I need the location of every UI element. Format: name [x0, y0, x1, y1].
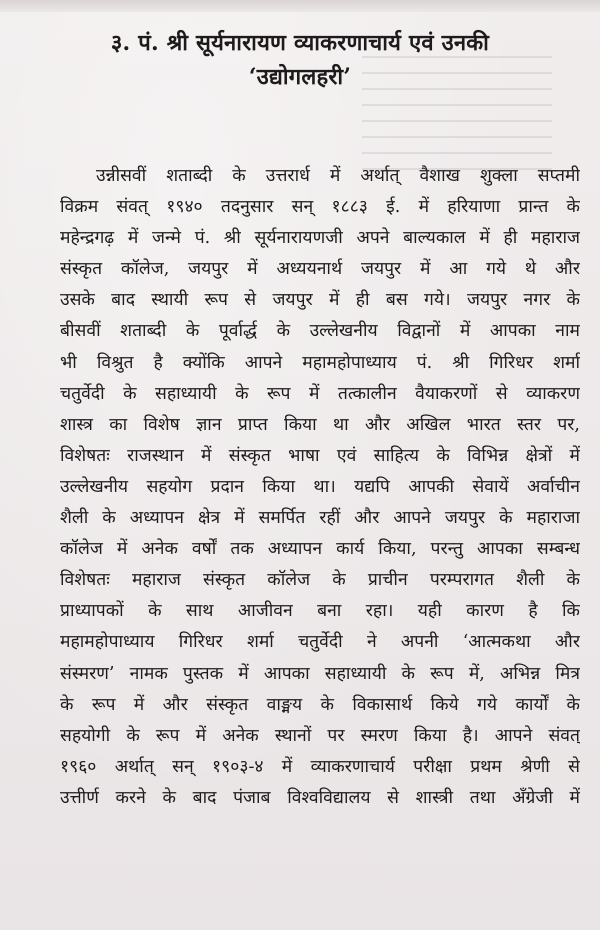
text-line: उत्तीर्ण करने के बाद पंजाब विश्वविद्यालय से शास्त्री तथा अँग्रेजी में	[60, 787, 580, 808]
text-line: उसके बाद स्थायी रूप से जयपुर में ही बस गये। जयपुर नगर के	[60, 290, 580, 311]
chapter-title-line-2: ‘उद्योगलहरी’	[248, 64, 352, 90]
text-line: संस्मरण’ नामक पुस्तक में आपका सहाध्यायी के रूप में, अभिन्न मित्र	[60, 663, 580, 684]
text-line: प्राध्यापकों के साथ आजीवन बना रहा। यही कारण है कि	[60, 601, 580, 622]
text-line: उल्लेखनीय सहयोग प्रदान किया था। यद्यपि आपकी सेवायें अर्वाचीन	[60, 476, 580, 497]
body-paragraph	[60, 161, 580, 814]
text-line: शैली के अध्यापन क्षेत्र में समर्पित रहीं और आपने जयपुर के महाराजा	[60, 508, 580, 529]
text-line: चतुर्वेदी के सहाध्यायी के रूप में तत्कालीन वैयाकरणों से व्याकरण	[60, 383, 580, 404]
text-line: १९६० अर्थात् सन् १९०३-४ में व्याकरणाचार्य परीक्षा प्रथम श्रेणी से	[60, 756, 580, 777]
text-line: महेन्द्रगढ़ में जन्मे पं. श्री सूर्यनारायणजी अपने बाल्यकाल में ही महाराज	[60, 228, 580, 249]
text-line: विशेषतः राजस्थान में संस्कृत भाषा एवं साहित्य के विभिन्न क्षेत्रों में	[60, 445, 580, 466]
text-line: शास्त्र का विशेष ज्ञान प्राप्त किया था और अखिल भारत स्तर पर,	[60, 414, 580, 435]
text-line: उन्नीसवीं शताब्दी के उत्तरार्ध में अर्थात् वैशाख शुक्ला सप्तमी	[96, 166, 580, 186]
page-edge	[0, 0, 600, 12]
text-line: बीसवीं शताब्दी के पूर्वार्द्ध के उल्लेखनीय विद्वानों में आपका नाम	[60, 321, 580, 342]
chapter-title-line-1: ३. पं. श्री सूर्यनारायण व्याकरणाचार्य एवं उनकी	[110, 30, 490, 56]
text-line: के रूप में और संस्कृत वाङ्मय के विकासार्थ किये गये कार्यों के	[60, 694, 580, 715]
text-line: भी विश्रुत है क्योंकि आपने महामहोपाध्याय पं. श्री गिरिधर शर्मा	[60, 352, 580, 373]
chapter-title	[0, 26, 600, 94]
text-line: कॉलेज में अनेक वर्षों तक अध्यापन कार्य किया, परन्तु आपका सम्बन्ध	[60, 539, 580, 560]
text-line: विशेषतः महाराज संस्कृत कॉलेज के प्राचीन परम्परागत शैली के	[60, 570, 580, 591]
text-line: विक्रम संवत् १९४० तदनुसार सन् १८८३ ई. में हरियाणा प्रान्त के	[60, 197, 580, 218]
text-line: सहयोगी के रूप में अनेक स्थानों पर स्मरण किया है। आपने संवत्	[60, 725, 580, 746]
text-line: महामहोपाध्याय गिरिधर शर्मा चतुर्वेदी ने अपनी ‘आत्मकथा और	[60, 632, 580, 653]
text-line: संस्कृत कॉलेज, जयपुर में अध्ययनार्थ जयपुर में आ गये थे और	[60, 259, 580, 280]
